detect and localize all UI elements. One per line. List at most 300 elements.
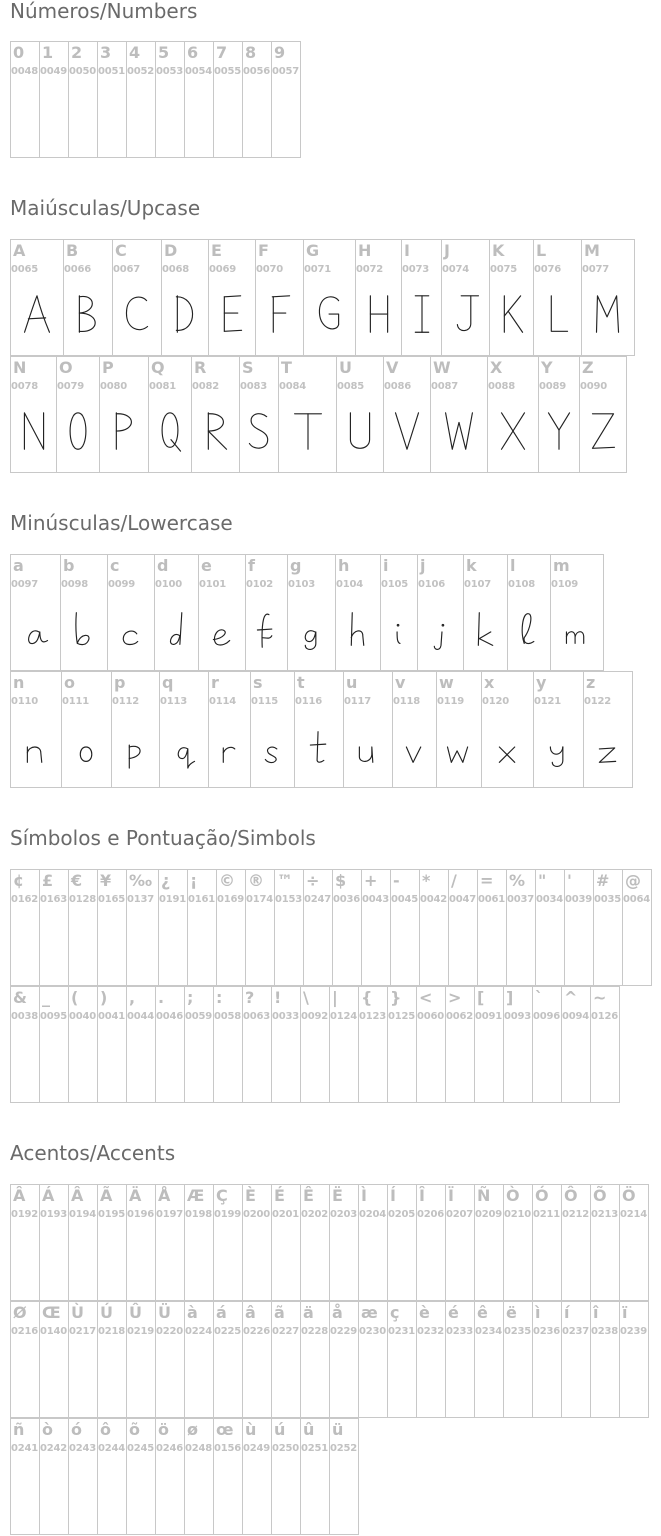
glyph-cell (329, 1418, 359, 1535)
glyph-code-label: 0053 (156, 66, 184, 77)
glyph-preview (209, 280, 255, 349)
glyph-character-label: } (390, 988, 402, 1007)
glyph-code-label: 0203 (330, 1209, 358, 1220)
glyph-preview (192, 397, 239, 466)
glyph-cell (159, 671, 209, 788)
glyph-character-label: E (211, 241, 222, 260)
glyph-code-label: 0066 (64, 264, 92, 275)
glyph-cell (126, 869, 159, 986)
glyph-character-label: N (13, 358, 27, 377)
glyph-cell (274, 869, 304, 986)
glyph-code-label: 0040 (69, 1011, 97, 1022)
glyph-character-label: d (157, 556, 169, 575)
glyph-character-label: Ç (216, 1186, 228, 1205)
glyph-character-label: ñ (13, 1420, 25, 1439)
glyph-preview (100, 397, 148, 466)
glyph-character-label: 3 (100, 43, 112, 62)
glyph-character-label: ó (71, 1420, 82, 1439)
glyph-cell (593, 869, 623, 986)
glyph-character-label: r (211, 673, 219, 692)
glyph-cell (619, 1301, 649, 1418)
glyph-code-label: 0237 (562, 1326, 590, 1337)
glyph-cell (208, 671, 251, 788)
lowercase-grid-row-1 (10, 554, 604, 671)
glyph-code-label: 0116 (295, 696, 323, 707)
glyph-code-label: 0106 (418, 579, 446, 590)
glyph-code-label: 0206 (417, 1209, 445, 1220)
glyph-character-label: û (303, 1420, 315, 1439)
glyph-code-label: 0042 (420, 894, 448, 905)
glyph-code-label: 0244 (98, 1443, 126, 1454)
glyph-code-label: 0246 (156, 1443, 184, 1454)
glyph-cell (463, 554, 508, 671)
glyph-cell (561, 1184, 591, 1301)
glyph-character-label: é (448, 1303, 459, 1322)
glyph-cell (335, 554, 381, 671)
glyph-code-label: 0124 (330, 1011, 358, 1022)
glyph-code-label: 0090 (580, 381, 608, 392)
glyph-character-label: ` (535, 988, 543, 1007)
glyph-cell (242, 1301, 272, 1418)
glyph-preview (551, 595, 603, 664)
glyph-cell (184, 986, 214, 1103)
glyph-character-label: | (332, 988, 338, 1007)
glyph-character-label: L (536, 241, 547, 260)
glyph-cell (10, 1418, 40, 1535)
glyph-character-label: M (584, 241, 600, 260)
glyph-preview (534, 280, 581, 349)
glyph-code-label: 0064 (623, 894, 651, 905)
glyph-character-label: q (162, 673, 174, 692)
glyph-character-label: Æ (187, 1186, 205, 1205)
section-title-lowercase: Minúsculas/Lowercase (10, 511, 233, 535)
glyph-cell (474, 986, 504, 1103)
glyph-cell (561, 986, 591, 1103)
glyph-code-label: 0235 (504, 1326, 532, 1337)
glyph-character-label: H (358, 241, 372, 260)
glyph-character-label: I (404, 241, 410, 260)
glyph-cell (10, 1184, 40, 1301)
glyph-character-label: G (306, 241, 320, 260)
glyph-character-label: ï (622, 1303, 628, 1322)
glyph-cell (208, 239, 256, 356)
glyph-character-label: y (536, 673, 547, 692)
glyph-character-label: Ñ (477, 1186, 491, 1205)
glyph-preview (464, 595, 507, 664)
glyph-code-label: 0113 (160, 696, 188, 707)
glyph-cell (474, 1301, 504, 1418)
glyph-character-label: W (433, 358, 451, 377)
glyph-code-label: 0048 (11, 66, 39, 77)
glyph-code-label: 0054 (185, 66, 213, 77)
glyph-character-label: í (564, 1303, 570, 1322)
glyph-code-label: 0120 (482, 696, 510, 707)
glyph-cell (387, 1301, 417, 1418)
glyph-code-label: 0211 (533, 1209, 561, 1220)
glyph-character-label: z (586, 673, 596, 692)
glyph-character-label: ÷ (306, 871, 320, 890)
glyph-character-label: ' (567, 871, 572, 890)
glyph-character-label: o (64, 673, 75, 692)
section-title-accents: Acentos/Accents (10, 1141, 176, 1165)
glyph-preview (57, 397, 99, 466)
glyph-cell (481, 671, 534, 788)
glyph-code-label: 0111 (62, 696, 90, 707)
glyph-cell (533, 239, 582, 356)
glyph-cell (213, 986, 243, 1103)
glyph-cell (532, 1301, 562, 1418)
glyph-character-label: Î (419, 1186, 425, 1205)
accents-grid-row-2 (10, 1301, 649, 1418)
glyph-code-label: 0041 (98, 1011, 126, 1022)
glyph-code-label: 0083 (240, 381, 268, 392)
glyph-code-label: 0088 (488, 381, 516, 392)
glyph-character-label: ™ (277, 871, 293, 890)
glyph-cell (271, 41, 301, 158)
glyph-character-label: b (63, 556, 75, 575)
glyph-code-label: 0089 (539, 381, 567, 392)
glyph-character-label: / (451, 871, 457, 890)
glyph-character-label: ô (100, 1420, 111, 1439)
glyph-preview (246, 595, 287, 664)
accents-grid-row-3 (10, 1418, 359, 1535)
glyph-character-label: œ (216, 1420, 234, 1439)
glyph-character-label: 6 (187, 43, 199, 62)
glyph-cell (39, 41, 69, 158)
glyph-code-label: 0046 (156, 1011, 184, 1022)
glyph-cell (387, 986, 417, 1103)
glyph-cell (39, 1418, 69, 1535)
glyph-code-label: 0047 (449, 894, 477, 905)
glyph-code-label: 0204 (359, 1209, 387, 1220)
glyph-character-label: 5 (158, 43, 170, 62)
glyph-character-label: { (361, 988, 373, 1007)
glyph-cell (60, 554, 108, 671)
glyph-code-label: 0034 (536, 894, 564, 905)
glyph-character-label: Ü (158, 1303, 171, 1322)
glyph-character-label: Ã (100, 1186, 113, 1205)
glyph-code-label: 0216 (11, 1326, 39, 1337)
glyph-cell (390, 869, 420, 986)
glyph-character-label: ç (390, 1303, 400, 1322)
glyph-cell (590, 986, 620, 1103)
glyph-character-label: U (339, 358, 352, 377)
glyph-character-label: 1 (42, 43, 54, 62)
glyph-character-label: " (538, 871, 547, 890)
glyph-preview (11, 595, 60, 664)
glyph-code-label: 0248 (185, 1443, 213, 1454)
upcase-grid-row-1 (10, 239, 635, 356)
glyph-character-label: _ (42, 988, 50, 1007)
glyph-character-label: l (510, 556, 516, 575)
glyph-code-label: 0079 (57, 381, 85, 392)
glyph-cell (68, 986, 98, 1103)
glyph-character-label: % (509, 871, 526, 890)
glyph-cell (271, 1418, 301, 1535)
glyph-preview (534, 712, 583, 781)
glyph-cell (416, 1301, 446, 1418)
glyph-preview (160, 712, 208, 781)
glyph-code-label: 0068 (162, 264, 190, 275)
glyph-cell (419, 869, 449, 986)
glyph-character-label: p (114, 673, 126, 692)
glyph-code-label: 0075 (490, 264, 518, 275)
glyph-cell (97, 1184, 127, 1301)
glyph-cell (97, 986, 127, 1103)
glyph-cell (245, 869, 275, 986)
glyph-preview (256, 280, 303, 349)
glyph-cell (158, 869, 188, 986)
glyph-preview (155, 595, 198, 664)
glyph-code-label: 0062 (446, 1011, 474, 1022)
glyph-code-label: 0122 (584, 696, 612, 707)
glyph-character-label: S (242, 358, 254, 377)
glyph-cell (68, 869, 98, 986)
glyph-character-label: c (110, 556, 120, 575)
glyph-character-label: k (466, 556, 477, 575)
glyph-code-label: 0098 (61, 579, 89, 590)
glyph-code-label: 0249 (243, 1443, 271, 1454)
glyph-code-label: 0078 (11, 381, 39, 392)
glyph-code-label: 0036 (333, 894, 361, 905)
glyph-cell (99, 356, 149, 473)
glyph-cell (355, 239, 402, 356)
glyph-code-label: 0165 (98, 894, 126, 905)
glyph-cell (161, 239, 209, 356)
glyph-code-label: 0081 (149, 381, 177, 392)
glyph-cell (392, 671, 437, 788)
glyph-code-label: 0086 (384, 381, 412, 392)
glyph-cell (184, 1418, 214, 1535)
glyph-preview (11, 397, 56, 466)
upcase-grid-row-2 (10, 356, 627, 473)
glyph-code-label: 0100 (155, 579, 183, 590)
glyph-character-label: ê (477, 1303, 488, 1322)
glyph-code-label: 0153 (275, 894, 303, 905)
glyph-code-label: 0110 (11, 696, 39, 707)
glyph-cell (358, 1301, 388, 1418)
glyph-cell (126, 1184, 156, 1301)
glyph-code-label: 0095 (40, 1011, 68, 1022)
glyph-code-label: 0087 (431, 381, 459, 392)
glyph-character-label: É (274, 1186, 285, 1205)
glyph-cell (278, 356, 337, 473)
glyph-cell (242, 986, 272, 1103)
glyph-character-label: v (395, 673, 406, 692)
glyph-code-label: 0051 (98, 66, 126, 77)
glyph-code-label: 0061 (478, 894, 506, 905)
glyph-preview (62, 712, 111, 781)
glyph-character-label: ^ (564, 988, 578, 1007)
glyph-character-label: ¢ (13, 871, 25, 890)
glyph-code-label: 0199 (214, 1209, 242, 1220)
glyph-code-label: 0043 (362, 894, 390, 905)
glyph-code-label: 0238 (591, 1326, 619, 1337)
glyph-character-label: ã (274, 1303, 285, 1322)
glyph-character-label: ~ (593, 988, 607, 1007)
glyph-cell (532, 1184, 562, 1301)
glyph-cell (191, 356, 240, 473)
glyph-character-label: ; (187, 988, 194, 1007)
glyph-character-label: - (393, 871, 400, 890)
glyph-cell (187, 869, 217, 986)
glyph-preview (11, 280, 63, 349)
glyph-character-label: ? (245, 988, 255, 1007)
glyph-cell (126, 986, 156, 1103)
glyph-character-label: ) (100, 988, 108, 1007)
glyph-character-label: R (194, 358, 207, 377)
glyph-cell (358, 986, 388, 1103)
glyph-code-label: 0214 (620, 1209, 648, 1220)
glyph-character-label: 4 (129, 43, 141, 62)
glyph-character-label: õ (129, 1420, 140, 1439)
glyph-cell (242, 41, 272, 158)
glyph-cell (97, 1418, 127, 1535)
glyph-preview (393, 712, 436, 781)
symbols-grid-row-2 (10, 986, 620, 1103)
glyph-cell (126, 41, 156, 158)
glyph-code-label: 0096 (533, 1011, 561, 1022)
glyph-code-label: 0197 (156, 1209, 184, 1220)
glyph-code-label: 0233 (446, 1326, 474, 1337)
glyph-code-label: 0162 (11, 894, 39, 905)
glyph-cell (329, 986, 359, 1103)
glyph-cell (532, 986, 562, 1103)
glyph-code-label: 0250 (272, 1443, 300, 1454)
glyph-code-label: 0082 (192, 381, 220, 392)
glyph-cell (507, 554, 551, 671)
glyph-cell (126, 1418, 156, 1535)
glyph-character-label: B (66, 241, 79, 260)
glyph-code-label: 0073 (402, 264, 430, 275)
glyph-character-label: ú (274, 1420, 286, 1439)
glyph-character-label: ë (506, 1303, 517, 1322)
glyph-code-label: 0228 (301, 1326, 329, 1337)
glyph-cell (300, 986, 330, 1103)
glyph-cell (535, 869, 565, 986)
section-title-symbols: Símbolos e Pontuação/Simbols (10, 826, 316, 850)
glyph-cell (579, 356, 627, 473)
glyph-code-label: 0192 (11, 1209, 39, 1220)
glyph-character-label: è (419, 1303, 430, 1322)
glyph-cell (503, 986, 533, 1103)
glyph-code-label: 0218 (98, 1326, 126, 1337)
glyph-cell (213, 1301, 243, 1418)
glyph-code-label: 0232 (417, 1326, 445, 1337)
section-title-numbers: Números/Numbers (10, 0, 198, 23)
glyph-cell (538, 356, 580, 473)
glyph-code-label: 0049 (40, 66, 68, 77)
glyph-character-label: $ (335, 871, 347, 890)
glyph-character-label: \ (303, 988, 309, 1007)
glyph-cell (487, 356, 539, 473)
glyph-code-label: 0156 (214, 1443, 242, 1454)
glyph-code-label: 0205 (388, 1209, 416, 1220)
glyph-cell (10, 41, 40, 158)
glyph-character-label: Z (582, 358, 594, 377)
glyph-cell (39, 1184, 69, 1301)
glyph-preview (384, 397, 430, 466)
glyph-code-label: 0174 (246, 894, 274, 905)
glyph-cell (417, 554, 464, 671)
glyph-preview (580, 397, 626, 466)
glyph-character-label: Y (541, 358, 553, 377)
glyph-character-label: â (245, 1303, 256, 1322)
glyph-code-label: 0236 (533, 1326, 561, 1337)
glyph-character-label: à (187, 1303, 198, 1322)
glyph-cell (561, 1301, 591, 1418)
glyph-character-label: [ (477, 988, 485, 1007)
glyph-character-label: Í (390, 1186, 396, 1205)
glyph-cell (430, 356, 488, 473)
glyph-code-label: 0196 (127, 1209, 155, 1220)
glyph-cell (329, 1184, 359, 1301)
lowercase-grid-row-2 (10, 671, 633, 788)
glyph-preview (482, 712, 533, 781)
glyph-cell (303, 239, 356, 356)
glyph-code-label: 0198 (185, 1209, 213, 1220)
glyph-code-label: 0201 (272, 1209, 300, 1220)
glyph-preview (279, 397, 336, 466)
glyph-cell (550, 554, 604, 671)
symbols-grid-row-1 (10, 869, 652, 986)
glyph-character-label: : (216, 988, 223, 1007)
glyph-cell (271, 1184, 301, 1301)
glyph-preview (336, 595, 380, 664)
glyph-code-label: 0242 (40, 1443, 68, 1454)
glyph-cell (489, 239, 534, 356)
glyph-cell (448, 869, 478, 986)
glyph-code-label: 0191 (159, 894, 187, 905)
glyph-code-label: 0239 (620, 1326, 648, 1337)
glyph-cell (477, 869, 507, 986)
glyph-code-label: 0210 (504, 1209, 532, 1220)
glyph-code-label: 0161 (188, 894, 216, 905)
glyph-character-label: 7 (216, 43, 228, 62)
glyph-cell (68, 1184, 98, 1301)
glyph-character-label: ® (248, 871, 264, 890)
glyph-character-label: £ (42, 871, 54, 890)
glyph-cell (445, 1301, 475, 1418)
glyph-cell (63, 239, 113, 356)
glyph-code-label: 0045 (391, 894, 419, 905)
glyph-character-label: a (13, 556, 24, 575)
glyph-cell (184, 1301, 214, 1418)
glyph-cell (56, 356, 100, 473)
glyph-code-label: 0103 (288, 579, 316, 590)
glyph-code-label: 0084 (279, 381, 307, 392)
glyph-cell (271, 1301, 301, 1418)
glyph-cell (590, 1184, 620, 1301)
glyph-code-label: 0077 (582, 264, 610, 275)
glyph-character-label: F (258, 241, 269, 260)
glyph-code-label: 0163 (40, 894, 68, 905)
glyph-code-label: 0224 (185, 1326, 213, 1337)
glyph-character-label: * (422, 871, 431, 890)
glyph-preview (356, 280, 401, 349)
glyph-cell (622, 869, 652, 986)
glyph-code-label: 0093 (504, 1011, 532, 1022)
glyph-code-label: 0219 (127, 1326, 155, 1337)
glyph-cell (358, 1184, 388, 1301)
glyph-code-label: 0052 (127, 66, 155, 77)
glyph-character-label: ¿ (161, 871, 171, 890)
glyph-cell (198, 554, 246, 671)
glyph-preview (240, 397, 278, 466)
glyph-cell (216, 869, 246, 986)
glyph-cell (155, 986, 185, 1103)
glyph-cell (68, 1301, 98, 1418)
